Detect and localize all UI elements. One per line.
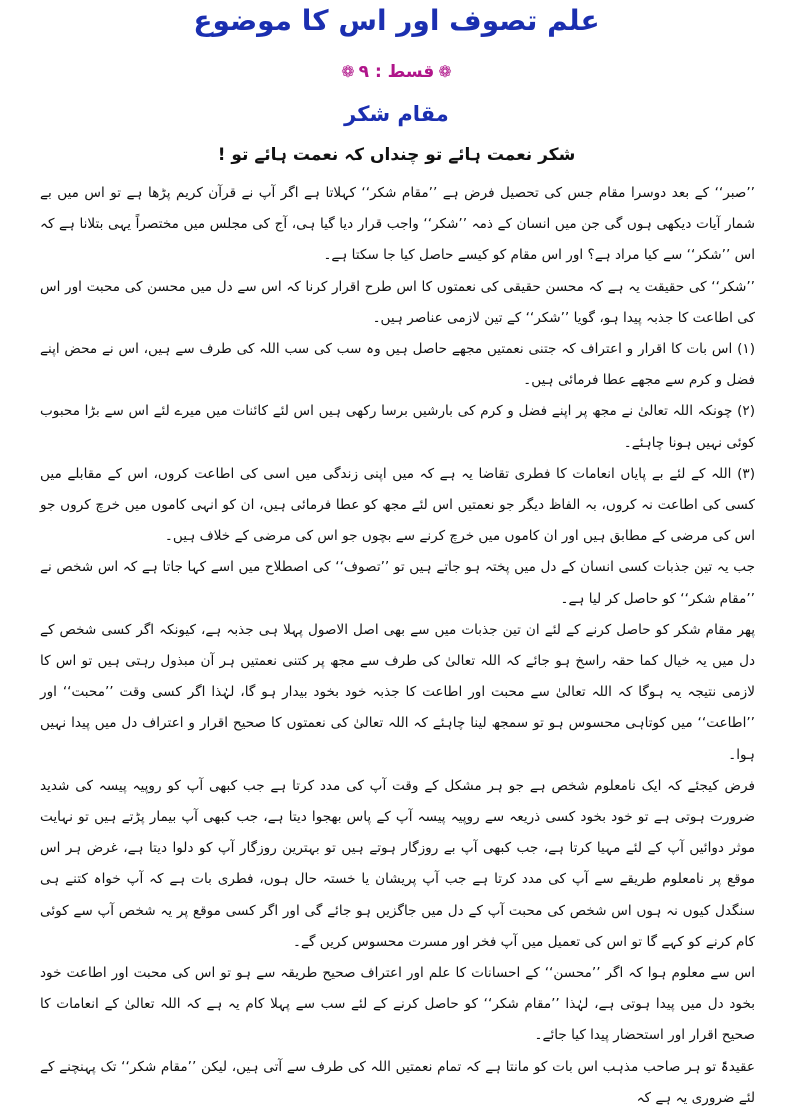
paragraph: (۳) اللہ کے لئے بے پایاں انعامات کا فطری تقاضا یہ ہے کہ میں اپنی زندگی میں اسی کی اطاعت کروں، اس کے مقابلے میں کسی کی اطاعت نہ کروں، بہ الفاظ دیگر جو نعمتیں اس لئے مجھ کو عطا فرمائی ہیں، ان کو انہی کاموں میں خرچ کروں جو اس کی مرضی کے مطابق ہیں اور ان کاموں میں خرچ کرنے سے بچوں جو اس کی مرضی کے خلاف ہیں۔ — [40, 465, 755, 545]
ornament-left-icon: ❁ — [341, 62, 355, 81]
episode-number: قسط : ۹ — [358, 62, 435, 82]
paragraph: (۱) اس بات کا اقرار و اعتراف کہ جتنی نعمتیں مجھے حاصل ہیں وہ سب کی سب اللہ کی طرف سے ہیں، اس نے محض اپنے فضل و کرم سے مجھے عطا فرمائی ہیں۔ — [40, 341, 755, 389]
paragraph: ’’شکر‘‘ کی حقیقت یہ ہے کہ محسن حقیقی کی نعمتوں کا اس طرح اقرار کرنا کہ اس سے دل میں محسن کی محبت اور اس کی اطاعت کا جذبہ پیدا ہو، گویا ’’شکر‘‘ کے تین لازمی عناصر ہیں۔ — [40, 278, 755, 326]
paragraph: اس سے معلوم ہوا کہ اگر ’’محسن‘‘ کے احسانات کا علم اور اعتراف صحیح طریقہ سے ہو تو اس کی محبت اور اطاعت خود بخود دل میں پیدا ہوتی ہے، لہٰذا ’’مقام شکر‘‘ کو حاصل کرنے کے لئے سب سے پہلا کام یہ ہے کہ اللہ تعالیٰ کے انعامات کا صحیح اقرار اور استحضار پیدا کیا جائے۔ — [40, 965, 755, 1044]
paragraph: ’’صبر‘‘ کے بعد دوسرا مقام جس کی تحصیل فرض ہے ’’مقام شکر‘‘ کہلاتا ہے اگر آپ نے قرآن کریم پڑھا ہے تو اس میں بے شمار آیات دیکھی ہوں گی جن میں انسان کے ذمہ ’’شکر‘‘ واجب قرار دیا گیا ہی، آج کی مجلس میں مختصراً یہی بتلانا ہے کہ اس ’’شکر‘‘ سے کیا مراد ہے؟ اور اس مقام کو کیسے حاصل کیا جا سکتا ہے۔ — [40, 185, 755, 264]
paragraph: (۲) چونکہ اللہ تعالیٰ نے مجھ پر اپنے فضل و کرم کی بارشیں برسا رکھی ہیں اس لئے کائنات میں میرے لئے اس سے بڑا محبوب کوئی نہیں ہونا چاہئے۔ — [40, 403, 755, 451]
paragraph: جب یہ تین جذبات کسی انسان کے دل میں پختہ ہو جاتے ہیں تو ’’تصوف‘‘ کی اصطلاح میں اسے کہا جاتا ہے کہ اس شخص نے ’’مقام شکر‘‘ کو حاصل کر لیا ہے۔ — [40, 559, 755, 607]
paragraph: عقیدۃً تو ہر صاحب مذہب اس بات کو مانتا ہے کہ تمام نعمتیں اللہ کی طرف سے آتی ہیں، لیکن ’’مقام شکر‘‘ تک پہنچنے کے لئے ضروری یہ ہے کہ — [40, 1058, 755, 1106]
paragraph: پھر مقام شکر کو حاصل کرنے کے لئے ان تین جذبات میں سے بھی اصل الاصول پہلا ہی جذبہ ہے، کیونکہ اگر کسی شخص کے دل میں یہ خیال کما حقہ راسخ ہو جائے کہ اللہ تعالیٰ کی طرف سے مجھ پر کتنی نعمتیں ہر آن مبذول رہتی ہیں تو اس کا لازمی نتیجہ یہ ہوگا کہ اللہ تعالیٰ سے محبت اور اطاعت کا جذبہ خود بخود بیدار ہو گا، لہٰذا اگر کسی وقت ’’محبت‘‘ اور ’’اطاعت‘‘ میں کوتاہی محسوس ہو تو سمجھ لینا چاہئے کہ اللہ تعالیٰ کی نعمتوں کا صحیح اقرار و اعتراف دل میں پیدا نہیں ہوا۔ — [40, 621, 755, 763]
article-body — [40, 178, 755, 1106]
poetic-verse: شکر نعمت ہائے تو چنداں کہ نعمت ہائے تو ! — [217, 145, 576, 165]
ornament-right-icon: ❁ — [438, 62, 452, 81]
episode-label — [0, 62, 793, 82]
paragraph: فرض کیجئے کہ ایک نامعلوم شخص ہے جو ہر مشکل کے وقت آپ کی مدد کرتا ہے جب کبھی آپ کو روپیہ پیسہ کی شدید ضرورت ہوتی ہے تو خود بخود کسی ذریعہ سے روپیہ پیسہ آپ کے پاس بھجوا دیتا ہے، جب کبھی آپ بیمار پڑتے ہیں تو نہایت موثر دوائیں آپ کے لئے مہیا کرتا ہے، جب کبھی آپ بے روزگار ہوتے ہیں تو بہترین روزگار آپ کو دلوا دیتا ہے، غرض ہر اس موقع پر نامعلوم طریقے سے آپ کی مدد کرتا ہے جب آپ پریشان یا خستہ حال ہوں، فطری بات ہے کہ آپ خواہ کتنے ہی سنگدل کیوں نہ ہوں اس شخص کی محبت آپ کے دل میں جاگزیں ہو جائے گی اور اگر کسی موقع پر یہ شخص آپ سے کوئی کام کرنے کو کہے گا تو اس کی تعمیل میں آپ فخر اور مسرت محسوس کریں گے۔ — [40, 777, 755, 950]
article-title: علم تصوف اور اس کا موضوع — [193, 4, 600, 37]
section-subtitle: مقام شکر — [344, 102, 449, 126]
